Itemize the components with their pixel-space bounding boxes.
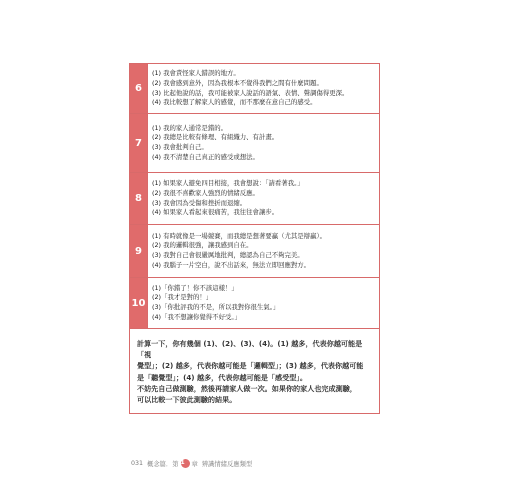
- question-options: [148, 225, 380, 278]
- option-text: (3) 我會批判自己。: [152, 143, 208, 151]
- summary-line: 計算一下，你有幾個 (1)、(2)、(3)、(4)。(1) 越多，代表你越可能是「視: [137, 339, 363, 360]
- question-number: 9: [130, 225, 148, 278]
- summary-text: [130, 329, 380, 414]
- summary-line: 不妨先自己做測驗，然後再請家人做一次。如果你的家人也完成測驗，: [137, 383, 357, 393]
- option-text: (4) 我比較想了解家人的感覺，而不那麼在意自己的感受。: [152, 98, 317, 107]
- chapter-title: 辨識情緒反應類型: [201, 460, 253, 468]
- question-row: [130, 225, 380, 278]
- chapter-number-badge: 1: [181, 459, 190, 468]
- summary-line: 是「聽覺型」；(4) 越多，代表你越可能是「感受型」。: [137, 372, 307, 382]
- option-text: (4) 我不清楚自己真正的感受或想法。: [152, 152, 259, 161]
- summary-line: 覺型」；(2) 越多，代表你越可能是「邏輯型」；(3) 越多，代表你越可能: [137, 361, 364, 371]
- option-text: (2) 我的邏輯很強，讓我感到自在。: [152, 241, 253, 250]
- summary-row: [130, 329, 380, 414]
- option-text: (3) 我對自己會很嚴厲地批判，總認為自己不夠完美。: [152, 251, 304, 259]
- question-number: 10: [130, 278, 148, 329]
- option-text: (3)「你批評我的不是，所以我對你很生氣。」: [152, 303, 280, 311]
- question-row: [130, 64, 380, 114]
- question-options: [148, 114, 380, 173]
- option-text: (3) 我會因為受傷和挫折而退縮。: [152, 198, 247, 207]
- question-number: 7: [130, 114, 148, 173]
- question-row: [130, 173, 380, 225]
- question-row: [130, 278, 380, 329]
- question-options: [148, 278, 380, 329]
- option-text: (3) 比起他說的話，我可能被家人說話的語氣、表情、聲調傷得更深。: [152, 88, 349, 97]
- page-number: 031: [131, 459, 144, 467]
- question-options: [148, 64, 380, 114]
- question-options: [148, 173, 380, 225]
- page-footer: [131, 456, 252, 470]
- quiz-table: [129, 63, 380, 414]
- option-text: (2)「我才是對的！」: [152, 293, 213, 302]
- option-text: (1) 有時就像是一場競賽，而我總是想著要贏（尤其是辯贏）。: [152, 231, 327, 240]
- option-text: (1)「你錯了！你不該這樣！」: [152, 283, 238, 292]
- option-text: (1) 我會責怪家人錯誤的地方。: [152, 69, 240, 78]
- option-text: (4) 如果家人看起來很痛苦，我往往會讓步。: [152, 208, 279, 217]
- option-text: (2) 我很不喜歡家人強烈的情緒反應。: [152, 188, 259, 197]
- question-number: 8: [130, 173, 148, 225]
- chapter-suffix: 章: [191, 460, 198, 468]
- question-row: [130, 114, 380, 173]
- option-text: (4) 我腦子一片空白，說不出話來，無法立即回應對方。: [152, 260, 311, 269]
- question-number: 6: [130, 64, 148, 114]
- part-label: 概念篇．第: [147, 460, 179, 468]
- option-text: (1) 如果家人避免四目相接，我會想說：「請看著我。」: [152, 179, 304, 188]
- summary-line: 可以比較一下彼此測驗的結果。: [137, 395, 237, 405]
- option-text: (2) 我總是比較有條理、有組織力、有計畫。: [152, 133, 279, 142]
- option-text: (4)「我不想讓你覺得不好受。」: [152, 312, 241, 321]
- option-text: (2) 我會感到意外，因為我根本不覺得我們之間有什麼問題。: [152, 78, 323, 87]
- option-text: (1) 我的家人通常是錯的。: [152, 123, 227, 132]
